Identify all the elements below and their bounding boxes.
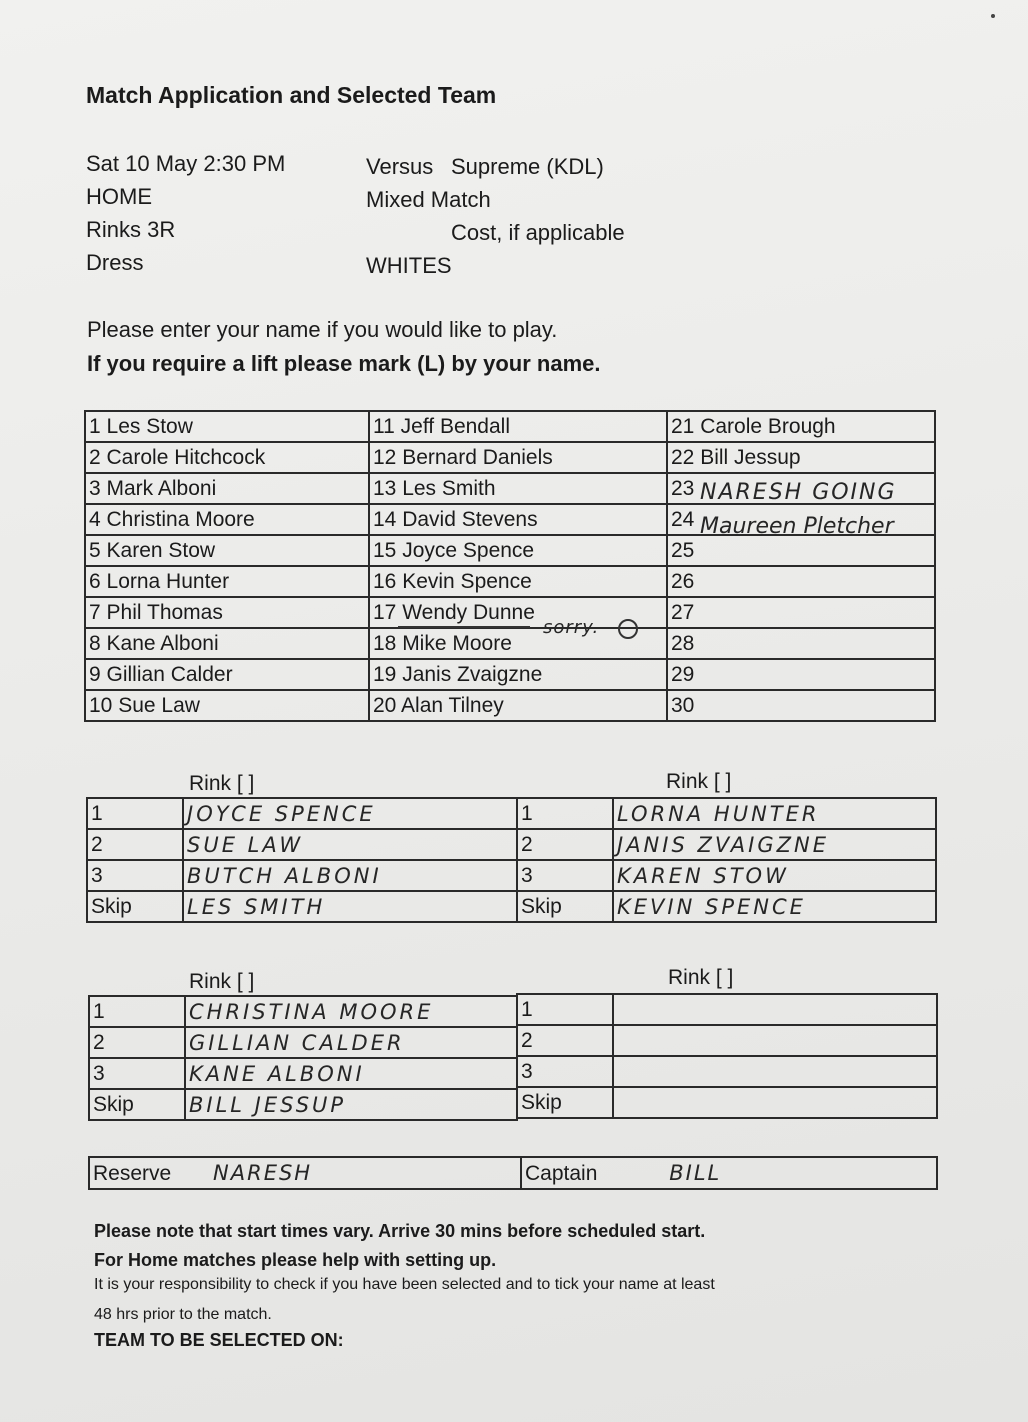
player-cell: 30 [667, 690, 935, 721]
player-name-handwritten: JANIS ZVAIGZNE [613, 829, 936, 860]
player-cell: 15 Joyce Spence [369, 535, 667, 566]
position-label: 1 [517, 994, 613, 1025]
player-name-handwritten: LES SMITH [183, 891, 517, 922]
player-cell: 2 Carole Hitchcock [85, 442, 369, 473]
player-cell: 25 [667, 535, 935, 566]
footer-note: 48 hrs prior to the match. [94, 1306, 272, 1323]
reserve-label: Reserve [93, 1161, 172, 1185]
position-label: 2 [87, 829, 183, 860]
rink-row [89, 1027, 517, 1058]
rink-row [87, 860, 517, 891]
player-cell: 28 [667, 628, 935, 659]
reserve-captain-table [88, 1156, 938, 1190]
rink-label: Rink [ ] [189, 970, 255, 993]
position-label: 3 [517, 860, 613, 891]
position-label: 1 [87, 798, 183, 829]
dress-label: Dress [86, 250, 144, 275]
dress-value: WHITES [366, 253, 452, 278]
player-cell: 21 Carole Brough [667, 411, 935, 442]
position-label: 1 [517, 798, 613, 829]
player-name-handwritten: CHRISTINA MOORE [185, 996, 517, 1027]
rink-table-2 [516, 797, 937, 923]
player-cell: 14 David Stevens [369, 504, 667, 535]
player-cell: 29 [667, 659, 935, 690]
rink-row [517, 1087, 937, 1118]
player-row [85, 690, 935, 721]
footer-note: It is your responsibility to check if you have been selected and to tick your name at least [94, 1276, 715, 1293]
position-label: 3 [89, 1058, 185, 1089]
player-name-handwritten [613, 1087, 937, 1118]
position-label: Skip [87, 891, 183, 922]
rink-label: Rink [ ] [189, 772, 255, 795]
player-cell: 9 Gillian Calder [85, 659, 369, 690]
rink-row [89, 1058, 517, 1089]
player-row [85, 442, 935, 473]
player-cell: 18 Mike Moore [369, 628, 667, 659]
rink-row [517, 860, 936, 891]
position-label: 2 [517, 1025, 613, 1056]
handwritten-entry: NARESH GOING [700, 480, 897, 505]
rink-row [87, 829, 517, 860]
player-cell: 19 Janis Zvaigzne [369, 659, 667, 690]
player-name-handwritten: GILLIAN CALDER [185, 1027, 517, 1058]
player-name-handwritten: SUE LAW [183, 829, 517, 860]
player-cell: 24 [667, 504, 935, 535]
position-label: Skip [517, 1087, 613, 1118]
match-type: Mixed Match [366, 187, 491, 212]
player-row [85, 566, 935, 597]
player-row [85, 597, 935, 628]
player-cell: 27 [667, 597, 935, 628]
rink-table-1 [86, 797, 518, 923]
page-title: Match Application and Selected Team [86, 82, 497, 108]
player-row [85, 628, 935, 659]
rink-table-3 [88, 995, 518, 1121]
player-name-handwritten: BILL JESSUP [185, 1089, 517, 1120]
position-label: 2 [517, 829, 613, 860]
player-cell: 20 Alan Tilney [369, 690, 667, 721]
player-cell: 10 Sue Law [85, 690, 369, 721]
player-name-handwritten: LORNA HUNTER [613, 798, 936, 829]
rink-row [517, 891, 936, 922]
player-cell: 8 Kane Alboni [85, 628, 369, 659]
instruction-text: Please enter your name if you would like to play. [87, 317, 558, 342]
player-cell: 17 Wendy Dunne [369, 597, 667, 628]
player-cell: 13 Les Smith [369, 473, 667, 504]
position-label: 3 [87, 860, 183, 891]
reserve-name: NARESH [213, 1160, 313, 1185]
captain-name: BILL [669, 1160, 722, 1185]
player-name-handwritten: KAREN STOW [613, 860, 936, 891]
cost-label: Cost, if applicable [451, 220, 625, 245]
rink-label: Rink [ ] [666, 770, 732, 793]
player-cell: 16 Kevin Spence [369, 566, 667, 597]
rink-row [87, 891, 517, 922]
player-row [85, 659, 935, 690]
player-cell: 12 Bernard Daniels [369, 442, 667, 473]
position-label: 3 [517, 1056, 613, 1087]
rink-row [87, 798, 517, 829]
position-label: Skip [89, 1089, 185, 1120]
player-cell: 11 Jeff Bendall [369, 411, 667, 442]
footer-note: For Home matches please help with setting up. [94, 1250, 497, 1270]
captain-label: Captain [525, 1161, 598, 1185]
player-name-handwritten [613, 994, 937, 1025]
player-list-table [84, 410, 936, 722]
player-name-handwritten: KEVIN SPENCE [613, 891, 936, 922]
player-cell: 22 Bill Jessup [667, 442, 935, 473]
rink-table-4 [516, 993, 938, 1119]
position-label: 2 [89, 1027, 185, 1058]
player-cell: 6 Lorna Hunter [85, 566, 369, 597]
rink-row [517, 1056, 937, 1087]
player-name-handwritten: JOYCE SPENCE [183, 798, 517, 829]
match-rinks: Rinks 3R [86, 217, 176, 242]
player-row [85, 535, 935, 566]
player-cell: 23 [667, 473, 935, 504]
player-cell: 7 Phil Thomas [85, 597, 369, 628]
player-cell: 4 Christina Moore [85, 504, 369, 535]
rink-row [517, 994, 937, 1025]
paper-mark [991, 14, 995, 18]
rink-row [517, 1025, 937, 1056]
footer-note: Please note that start times vary. Arrive 30 mins before scheduled start. [94, 1221, 706, 1241]
rink-label: Rink [ ] [668, 966, 734, 989]
match-venue: HOME [86, 184, 152, 209]
player-cell: 1 Les Stow [85, 411, 369, 442]
player-name-handwritten: KANE ALBONI [185, 1058, 517, 1089]
player-cell: 26 [667, 566, 935, 597]
strikethrough-line [398, 626, 530, 628]
player-name-handwritten [613, 1056, 937, 1087]
player-name-handwritten: BUTCH ALBONI [183, 860, 517, 891]
rink-row [89, 996, 517, 1027]
rink-row [517, 798, 936, 829]
position-label: 1 [89, 996, 185, 1027]
player-name-handwritten [613, 1025, 937, 1056]
footer-heading: TEAM TO BE SELECTED ON: [94, 1330, 344, 1350]
rink-row [89, 1089, 517, 1120]
lift-instruction: If you require a lift please mark (L) by your name. [87, 351, 601, 376]
handwritten-note: sorry. [543, 617, 600, 638]
player-row [85, 411, 935, 442]
rink-row [517, 829, 936, 860]
player-cell: 3 Mark Alboni [85, 473, 369, 504]
opponent: Supreme (KDL) [451, 154, 604, 179]
sad-face-icon [618, 619, 638, 639]
player-cell: 5 Karen Stow [85, 535, 369, 566]
handwritten-entry: Maureen Pletcher [700, 514, 894, 539]
versus-label: Versus [366, 154, 434, 179]
position-label: Skip [517, 891, 613, 922]
match-date: Sat 10 May 2:30 PM [86, 151, 286, 176]
